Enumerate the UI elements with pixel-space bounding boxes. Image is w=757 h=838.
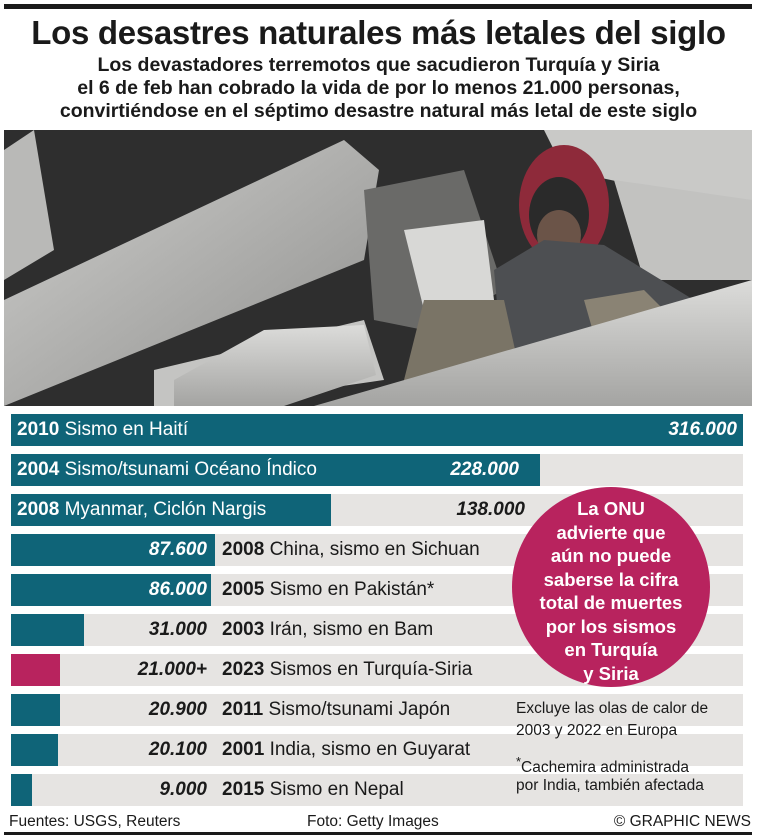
row-value: 228.000 bbox=[450, 459, 519, 480]
chart-row bbox=[11, 454, 743, 486]
row-event: Sismo en Nepal bbox=[269, 779, 404, 800]
row-value: 20.100 bbox=[148, 739, 207, 760]
callout-line: advierte que bbox=[556, 521, 666, 543]
callout-line: La ONU bbox=[577, 498, 645, 519]
row-year: 2001 bbox=[222, 739, 265, 760]
row-value: 31.000 bbox=[148, 619, 207, 640]
row-label bbox=[222, 774, 404, 806]
row-year: 2003 bbox=[222, 619, 265, 640]
row-label bbox=[17, 494, 266, 526]
subtitle-line: el 6 de feb han cobrado la vida de por lo menos 21.000 personas, bbox=[77, 77, 680, 99]
bar bbox=[11, 774, 32, 806]
bottom-rule bbox=[4, 832, 752, 835]
callout-text bbox=[512, 497, 710, 685]
row-year: 2004 bbox=[17, 459, 60, 480]
callout-line: total de muertes bbox=[539, 592, 683, 613]
chart-row bbox=[11, 414, 743, 446]
row-year: 2011 bbox=[222, 699, 264, 720]
callout-line: por los sismos bbox=[545, 615, 677, 637]
row-label bbox=[222, 574, 434, 606]
copyright-credit: © GRAPHIC NEWS bbox=[613, 813, 751, 830]
row-year: 2005 bbox=[222, 579, 265, 600]
kashmir-note-line2: por India, también afectada bbox=[516, 777, 704, 794]
row-value: 9.000 bbox=[159, 779, 207, 800]
asterisk-mark: * bbox=[516, 754, 522, 769]
photo-illustration bbox=[4, 130, 752, 406]
subtitle bbox=[0, 54, 757, 123]
page-title: Los desastres naturales más letales del siglo bbox=[31, 14, 726, 51]
kashmir-note-text: Cachemira administrada bbox=[521, 759, 690, 777]
row-value: 20.900 bbox=[148, 699, 207, 720]
row-event: Sismo/tsunami Japón bbox=[268, 699, 451, 720]
heatwave-note-line1: Excluye las olas de calor de bbox=[516, 700, 709, 717]
kashmir-note-line1 bbox=[516, 752, 689, 778]
bar-highlight bbox=[11, 654, 60, 686]
row-event: Sismos en Turquía-Siria bbox=[269, 659, 473, 680]
row-event: India, sismo en Guyarat bbox=[269, 739, 471, 760]
row-label bbox=[222, 614, 433, 646]
row-year: 2015 bbox=[222, 779, 265, 800]
rubble-photo bbox=[4, 130, 752, 406]
row-value: 138.000 bbox=[456, 499, 525, 520]
un-callout-bubble bbox=[512, 487, 710, 687]
bar bbox=[11, 614, 84, 646]
row-label bbox=[222, 534, 480, 566]
row-value: 21.000+ bbox=[137, 659, 207, 680]
row-year: 2010 bbox=[17, 419, 60, 440]
subtitle-line: convirtiéndose en el séptimo desastre natural más letal de este siglo bbox=[59, 100, 698, 122]
row-event: Irán, sismo en Bam bbox=[269, 619, 434, 640]
callout-line: y Siria bbox=[583, 662, 639, 684]
heatwave-note-line2: 2003 y 2022 en Europa bbox=[516, 722, 678, 739]
row-value: 86.000 bbox=[148, 579, 207, 600]
callout-line: aún no puede bbox=[550, 545, 672, 566]
row-event: Myanmar, Ciclón Nargis bbox=[64, 499, 267, 520]
subtitle-line: Los devastadores terremotos que sacudieron Turquía y Siria bbox=[97, 54, 660, 76]
row-label bbox=[222, 734, 470, 766]
top-rule bbox=[4, 4, 752, 9]
row-event: China, sismo en Sichuan bbox=[269, 539, 480, 560]
sources-credit: Fuentes: USGS, Reuters bbox=[9, 813, 181, 830]
photo-credit: Foto: Getty Images bbox=[307, 813, 439, 830]
row-event: Sismo en Haití bbox=[64, 419, 189, 440]
row-label bbox=[222, 654, 472, 686]
callout-line: saberse la cifra bbox=[543, 568, 679, 590]
bar bbox=[11, 694, 60, 726]
bar bbox=[11, 734, 58, 766]
row-value: 316.000 bbox=[668, 419, 737, 440]
row-value: 87.600 bbox=[148, 539, 207, 560]
callout-line: en Turquía bbox=[564, 639, 658, 660]
row-label bbox=[17, 454, 317, 486]
row-label bbox=[222, 694, 450, 726]
row-event: Sismo en Pakistán* bbox=[269, 579, 435, 600]
row-event: Sismo/tsunami Océano Índico bbox=[64, 459, 317, 480]
row-year: 2008 bbox=[222, 539, 265, 560]
row-year: 2008 bbox=[17, 499, 60, 520]
row-label bbox=[17, 414, 188, 446]
row-year: 2023 bbox=[222, 659, 265, 680]
